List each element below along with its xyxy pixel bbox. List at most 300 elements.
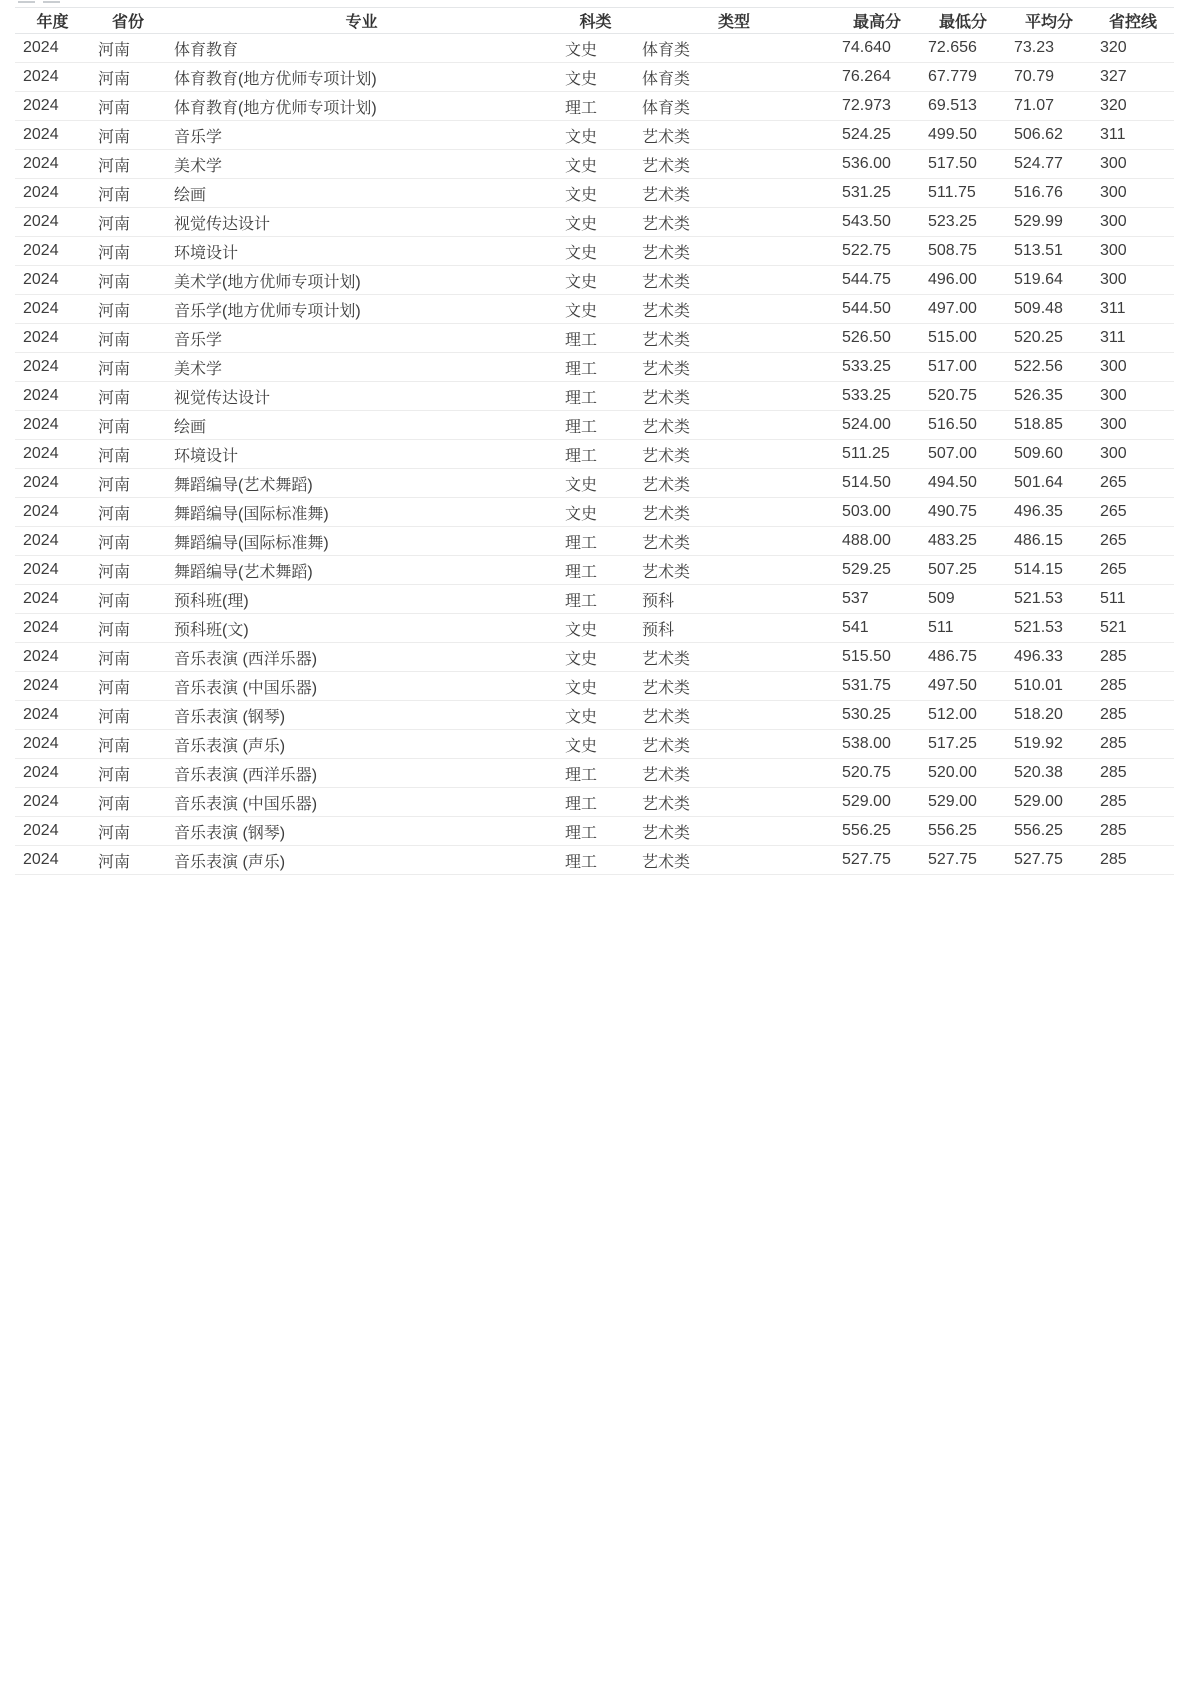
table-row [15, 295, 1174, 324]
cell-year: 2024 [15, 701, 90, 730]
cell-avg-score: 514.15 [1006, 556, 1092, 585]
cell-province-control-line: 265 [1092, 498, 1174, 527]
cell-max-score: 538.00 [834, 730, 920, 759]
cell-province: 河南 [90, 846, 166, 875]
cell-province-control-line: 511 [1092, 585, 1174, 614]
cell-max-score: 527.75 [834, 846, 920, 875]
cell-year: 2024 [15, 614, 90, 643]
cell-max-score: 522.75 [834, 237, 920, 266]
cell-major: 音乐表演 (钢琴) [166, 701, 557, 730]
cell-province-control-line: 285 [1092, 846, 1174, 875]
cell-subject-category: 文史 [557, 63, 634, 92]
cell-avg-score: 518.20 [1006, 701, 1092, 730]
cell-major: 美术学(地方优师专项计划) [166, 266, 557, 295]
cell-max-score: 531.75 [834, 672, 920, 701]
column-header-province-control-line: 省控线 [1108, 14, 1157, 31]
cell-year: 2024 [15, 208, 90, 237]
table-header-row [15, 8, 1174, 34]
cell-max-score: 544.50 [834, 295, 920, 324]
table-row [15, 150, 1174, 179]
cell-province: 河南 [90, 353, 166, 382]
cell-min-score: 509 [920, 585, 1006, 614]
cell-province: 河南 [90, 324, 166, 353]
cell-type: 艺术类 [634, 846, 834, 875]
cell-year: 2024 [15, 237, 90, 266]
cell-max-score: 514.50 [834, 469, 920, 498]
cell-major: 绘画 [166, 179, 557, 208]
cell-min-score: 527.75 [920, 846, 1006, 875]
cell-major: 预科班(理) [166, 585, 557, 614]
table-row [15, 34, 1174, 63]
cell-year: 2024 [15, 527, 90, 556]
table-row [15, 730, 1174, 759]
cell-subject-category: 文史 [557, 498, 634, 527]
cell-major: 体育教育(地方优师专项计划) [166, 63, 557, 92]
cell-major: 音乐表演 (钢琴) [166, 817, 557, 846]
cell-subject-category: 文史 [557, 643, 634, 672]
cell-major: 音乐表演 (声乐) [166, 730, 557, 759]
cell-avg-score: 516.76 [1006, 179, 1092, 208]
cell-min-score: 499.50 [920, 121, 1006, 150]
cell-min-score: 507.00 [920, 440, 1006, 469]
cell-max-score: 511.25 [834, 440, 920, 469]
cell-province: 河南 [90, 179, 166, 208]
cell-subject-category: 理工 [557, 411, 634, 440]
cell-type: 艺术类 [634, 237, 834, 266]
cell-province-control-line: 311 [1092, 295, 1174, 324]
cell-type: 艺术类 [634, 121, 834, 150]
cell-avg-score: 556.25 [1006, 817, 1092, 846]
cell-min-score: 556.25 [920, 817, 1006, 846]
cell-min-score: 483.25 [920, 527, 1006, 556]
cell-province-control-line: 265 [1092, 556, 1174, 585]
cell-subject-category: 文史 [557, 614, 634, 643]
column-header-major: 专业 [345, 14, 378, 31]
cell-avg-score: 71.07 [1006, 92, 1092, 121]
cell-subject-category: 文史 [557, 150, 634, 179]
cell-max-score: 76.264 [834, 63, 920, 92]
column-header-avg-score: 平均分 [1024, 14, 1073, 31]
table-row [15, 324, 1174, 353]
cell-max-score: 524.00 [834, 411, 920, 440]
cell-major: 音乐学 [166, 324, 557, 353]
table-row [15, 179, 1174, 208]
cell-province: 河南 [90, 817, 166, 846]
cell-year: 2024 [15, 498, 90, 527]
table-row [15, 846, 1174, 875]
cell-major: 舞蹈编导(艺术舞蹈) [166, 556, 557, 585]
cell-avg-score: 521.53 [1006, 585, 1092, 614]
cell-province: 河南 [90, 614, 166, 643]
cell-year: 2024 [15, 150, 90, 179]
cell-subject-category: 理工 [557, 817, 634, 846]
cell-avg-score: 529.99 [1006, 208, 1092, 237]
cell-max-score: 530.25 [834, 701, 920, 730]
cell-type: 艺术类 [634, 556, 834, 585]
cell-year: 2024 [15, 34, 90, 63]
cell-type: 艺术类 [634, 817, 834, 846]
cell-major: 音乐表演 (中国乐器) [166, 672, 557, 701]
cell-province-control-line: 265 [1092, 527, 1174, 556]
cell-max-score: 520.75 [834, 759, 920, 788]
cell-province-control-line: 300 [1092, 382, 1174, 411]
cell-subject-category: 理工 [557, 324, 634, 353]
column-header-min-score: 最低分 [938, 14, 987, 31]
cell-province-control-line: 311 [1092, 121, 1174, 150]
cell-avg-score: 496.35 [1006, 498, 1092, 527]
cell-max-score: 72.973 [834, 92, 920, 121]
cell-min-score: 72.656 [920, 34, 1006, 63]
cell-min-score: 490.75 [920, 498, 1006, 527]
cell-avg-score: 509.60 [1006, 440, 1092, 469]
cell-min-score: 511.75 [920, 179, 1006, 208]
cell-province: 河南 [90, 34, 166, 63]
cell-major: 绘画 [166, 411, 557, 440]
cell-type: 艺术类 [634, 469, 834, 498]
table-row [15, 527, 1174, 556]
cell-avg-score: 506.62 [1006, 121, 1092, 150]
cell-major: 舞蹈编导(国际标准舞) [166, 527, 557, 556]
cell-province: 河南 [90, 469, 166, 498]
cell-major: 音乐表演 (声乐) [166, 846, 557, 875]
cell-province: 河南 [90, 701, 166, 730]
cell-province-control-line: 320 [1092, 92, 1174, 121]
cell-province-control-line: 300 [1092, 208, 1174, 237]
cell-province: 河南 [90, 498, 166, 527]
cell-province: 河南 [90, 92, 166, 121]
cell-province-control-line: 285 [1092, 759, 1174, 788]
table-row [15, 672, 1174, 701]
cell-subject-category: 理工 [557, 846, 634, 875]
table-row [15, 440, 1174, 469]
cell-type: 艺术类 [634, 498, 834, 527]
cell-max-score: 556.25 [834, 817, 920, 846]
cell-year: 2024 [15, 585, 90, 614]
cell-province-control-line: 300 [1092, 353, 1174, 382]
cell-province: 河南 [90, 266, 166, 295]
cell-subject-category: 理工 [557, 440, 634, 469]
cell-major: 体育教育 [166, 34, 557, 63]
cell-type: 艺术类 [634, 527, 834, 556]
cell-min-score: 512.00 [920, 701, 1006, 730]
cell-type: 体育类 [634, 63, 834, 92]
cell-avg-score: 529.00 [1006, 788, 1092, 817]
cell-subject-category: 文史 [557, 179, 634, 208]
cell-major: 舞蹈编导(艺术舞蹈) [166, 469, 557, 498]
cell-avg-score: 510.01 [1006, 672, 1092, 701]
cell-subject-category: 理工 [557, 585, 634, 614]
table-row [15, 643, 1174, 672]
cell-type: 艺术类 [634, 643, 834, 672]
cell-type: 艺术类 [634, 353, 834, 382]
cell-max-score: 74.640 [834, 34, 920, 63]
cell-type: 艺术类 [634, 295, 834, 324]
cell-province: 河南 [90, 63, 166, 92]
cell-major: 舞蹈编导(国际标准舞) [166, 498, 557, 527]
table-row [15, 469, 1174, 498]
cell-type: 艺术类 [634, 382, 834, 411]
cell-avg-score: 70.79 [1006, 63, 1092, 92]
cell-subject-category: 理工 [557, 382, 634, 411]
admission-scores-table-wrap [15, 7, 1174, 875]
cell-province-control-line: 521 [1092, 614, 1174, 643]
column-header-year: 年度 [36, 14, 69, 31]
cell-year: 2024 [15, 324, 90, 353]
cell-min-score: 508.75 [920, 237, 1006, 266]
cell-year: 2024 [15, 846, 90, 875]
cell-max-score: 533.25 [834, 382, 920, 411]
cell-year: 2024 [15, 266, 90, 295]
cell-avg-score: 527.75 [1006, 846, 1092, 875]
cell-min-score: 486.75 [920, 643, 1006, 672]
cell-province: 河南 [90, 527, 166, 556]
cell-province: 河南 [90, 121, 166, 150]
cell-province-control-line: 285 [1092, 817, 1174, 846]
table-row [15, 121, 1174, 150]
cell-subject-category: 理工 [557, 556, 634, 585]
cell-subject-category: 文史 [557, 34, 634, 63]
cell-min-score: 507.25 [920, 556, 1006, 585]
cell-province-control-line: 285 [1092, 788, 1174, 817]
table-row [15, 63, 1174, 92]
table-row [15, 382, 1174, 411]
cell-min-score: 517.00 [920, 353, 1006, 382]
cell-year: 2024 [15, 382, 90, 411]
cell-province-control-line: 300 [1092, 179, 1174, 208]
cell-province-control-line: 300 [1092, 440, 1174, 469]
cell-min-score: 516.50 [920, 411, 1006, 440]
cell-province-control-line: 300 [1092, 237, 1174, 266]
cell-type: 艺术类 [634, 179, 834, 208]
cell-min-score: 67.779 [920, 63, 1006, 92]
cell-province-control-line: 320 [1092, 34, 1174, 63]
cell-subject-category: 理工 [557, 788, 634, 817]
cell-type: 体育类 [634, 34, 834, 63]
column-header-province: 省份 [111, 14, 144, 31]
cell-max-score: 531.25 [834, 179, 920, 208]
cell-max-score: 529.00 [834, 788, 920, 817]
column-header-subject-category: 科类 [579, 14, 612, 31]
cell-subject-category: 理工 [557, 353, 634, 382]
cell-max-score: 543.50 [834, 208, 920, 237]
cell-major: 音乐表演 (中国乐器) [166, 788, 557, 817]
cell-max-score: 526.50 [834, 324, 920, 353]
cell-type: 艺术类 [634, 730, 834, 759]
cell-subject-category: 理工 [557, 527, 634, 556]
cell-min-score: 69.513 [920, 92, 1006, 121]
table-row [15, 817, 1174, 846]
cell-major: 音乐学 [166, 121, 557, 150]
cell-min-score: 517.25 [920, 730, 1006, 759]
cell-subject-category: 文史 [557, 701, 634, 730]
cell-avg-score: 519.64 [1006, 266, 1092, 295]
cell-year: 2024 [15, 469, 90, 498]
cell-province-control-line: 311 [1092, 324, 1174, 353]
cell-year: 2024 [15, 179, 90, 208]
cell-avg-score: 521.53 [1006, 614, 1092, 643]
cell-min-score: 511 [920, 614, 1006, 643]
cell-year: 2024 [15, 440, 90, 469]
cell-type: 艺术类 [634, 701, 834, 730]
cell-major: 音乐表演 (西洋乐器) [166, 759, 557, 788]
cell-major: 预科班(文) [166, 614, 557, 643]
cell-province: 河南 [90, 730, 166, 759]
table-body [15, 34, 1174, 875]
cell-province-control-line: 285 [1092, 730, 1174, 759]
cell-avg-score: 519.92 [1006, 730, 1092, 759]
cell-type: 艺术类 [634, 788, 834, 817]
cell-min-score: 517.50 [920, 150, 1006, 179]
cell-province: 河南 [90, 150, 166, 179]
cell-year: 2024 [15, 353, 90, 382]
table-row [15, 759, 1174, 788]
cell-avg-score: 496.33 [1006, 643, 1092, 672]
table-row [15, 498, 1174, 527]
table-row [15, 701, 1174, 730]
table-row [15, 411, 1174, 440]
cell-avg-score: 526.35 [1006, 382, 1092, 411]
cell-major: 环境设计 [166, 237, 557, 266]
cell-max-score: 537 [834, 585, 920, 614]
cell-avg-score: 522.56 [1006, 353, 1092, 382]
clipped-content-artifact [18, 1, 35, 3]
cell-major: 视觉传达设计 [166, 382, 557, 411]
cell-year: 2024 [15, 730, 90, 759]
clipped-content-artifact [43, 1, 60, 3]
cell-major: 音乐表演 (西洋乐器) [166, 643, 557, 672]
cell-province-control-line: 300 [1092, 411, 1174, 440]
cell-type: 预科 [634, 585, 834, 614]
cell-major: 美术学 [166, 150, 557, 179]
cell-max-score: 529.25 [834, 556, 920, 585]
cell-min-score: 520.00 [920, 759, 1006, 788]
table-row [15, 556, 1174, 585]
table-row [15, 614, 1174, 643]
cell-max-score: 544.75 [834, 266, 920, 295]
cell-province: 河南 [90, 440, 166, 469]
cell-province: 河南 [90, 556, 166, 585]
cell-province: 河南 [90, 759, 166, 788]
cell-type: 艺术类 [634, 150, 834, 179]
cell-max-score: 533.25 [834, 353, 920, 382]
cell-min-score: 497.50 [920, 672, 1006, 701]
column-header-max-score: 最高分 [852, 14, 901, 31]
cell-avg-score: 524.77 [1006, 150, 1092, 179]
cell-province: 河南 [90, 295, 166, 324]
cell-subject-category: 理工 [557, 92, 634, 121]
cell-year: 2024 [15, 295, 90, 324]
cell-major: 体育教育(地方优师专项计划) [166, 92, 557, 121]
cell-major: 视觉传达设计 [166, 208, 557, 237]
cell-min-score: 494.50 [920, 469, 1006, 498]
cell-year: 2024 [15, 643, 90, 672]
cell-max-score: 524.25 [834, 121, 920, 150]
cell-province: 河南 [90, 208, 166, 237]
cell-major: 音乐学(地方优师专项计划) [166, 295, 557, 324]
cell-type: 体育类 [634, 92, 834, 121]
cell-min-score: 520.75 [920, 382, 1006, 411]
cell-province: 河南 [90, 585, 166, 614]
cell-year: 2024 [15, 92, 90, 121]
cell-province-control-line: 285 [1092, 672, 1174, 701]
cell-avg-score: 501.64 [1006, 469, 1092, 498]
cell-subject-category: 文史 [557, 121, 634, 150]
cell-min-score: 497.00 [920, 295, 1006, 324]
cell-year: 2024 [15, 556, 90, 585]
cell-province-control-line: 327 [1092, 63, 1174, 92]
cell-max-score: 541 [834, 614, 920, 643]
cell-province-control-line: 285 [1092, 643, 1174, 672]
cell-avg-score: 520.38 [1006, 759, 1092, 788]
cell-year: 2024 [15, 121, 90, 150]
cell-min-score: 515.00 [920, 324, 1006, 353]
cell-avg-score: 513.51 [1006, 237, 1092, 266]
cell-province: 河南 [90, 382, 166, 411]
table-row [15, 208, 1174, 237]
cell-subject-category: 文史 [557, 730, 634, 759]
cell-year: 2024 [15, 788, 90, 817]
cell-max-score: 515.50 [834, 643, 920, 672]
cell-subject-category: 理工 [557, 759, 634, 788]
column-header-type: 类型 [717, 14, 750, 31]
cell-subject-category: 文史 [557, 266, 634, 295]
table-row [15, 788, 1174, 817]
cell-avg-score: 486.15 [1006, 527, 1092, 556]
cell-avg-score: 509.48 [1006, 295, 1092, 324]
cell-subject-category: 文史 [557, 469, 634, 498]
cell-max-score: 536.00 [834, 150, 920, 179]
cell-province: 河南 [90, 237, 166, 266]
cell-province-control-line: 285 [1092, 701, 1174, 730]
cell-type: 艺术类 [634, 759, 834, 788]
admission-scores-table [15, 7, 1174, 875]
cell-type: 艺术类 [634, 440, 834, 469]
cell-province-control-line: 300 [1092, 266, 1174, 295]
cell-min-score: 496.00 [920, 266, 1006, 295]
cell-type: 艺术类 [634, 266, 834, 295]
cell-avg-score: 518.85 [1006, 411, 1092, 440]
table-row [15, 92, 1174, 121]
cell-type: 艺术类 [634, 208, 834, 237]
cell-province: 河南 [90, 411, 166, 440]
cell-year: 2024 [15, 817, 90, 846]
cell-major: 美术学 [166, 353, 557, 382]
cell-province-control-line: 300 [1092, 150, 1174, 179]
cell-subject-category: 文史 [557, 672, 634, 701]
cell-min-score: 529.00 [920, 788, 1006, 817]
cell-subject-category: 文史 [557, 208, 634, 237]
cell-min-score: 523.25 [920, 208, 1006, 237]
cell-year: 2024 [15, 672, 90, 701]
cell-province: 河南 [90, 788, 166, 817]
cell-avg-score: 520.25 [1006, 324, 1092, 353]
cell-year: 2024 [15, 759, 90, 788]
cell-max-score: 503.00 [834, 498, 920, 527]
cell-province: 河南 [90, 643, 166, 672]
cell-subject-category: 文史 [557, 295, 634, 324]
cell-province: 河南 [90, 672, 166, 701]
cell-type: 艺术类 [634, 324, 834, 353]
cell-type: 艺术类 [634, 411, 834, 440]
cell-province-control-line: 265 [1092, 469, 1174, 498]
table-row [15, 585, 1174, 614]
cell-max-score: 488.00 [834, 527, 920, 556]
table-row [15, 237, 1174, 266]
table-row [15, 353, 1174, 382]
cell-subject-category: 文史 [557, 237, 634, 266]
cell-type: 预科 [634, 614, 834, 643]
cell-major: 环境设计 [166, 440, 557, 469]
